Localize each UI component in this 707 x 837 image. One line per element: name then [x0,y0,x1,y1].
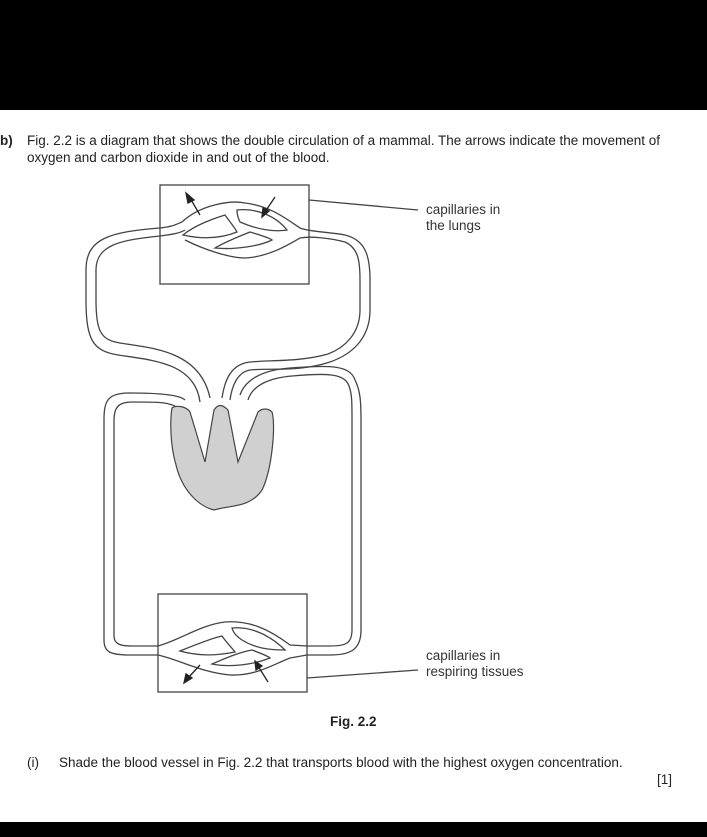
subquestion-number: (i) [27,755,39,770]
label-capillaries-lungs [426,202,500,234]
lungs-label-line [309,200,418,210]
exam-page [0,110,707,822]
label-lungs-line2: the lungs [426,218,481,233]
tissues-box [158,594,307,692]
figure-caption: Fig. 2.2 [330,714,377,729]
label-tissues-line1: capillaries in [426,648,501,663]
marks-badge: [1] [656,772,672,787]
label-capillaries-tissues [426,648,524,680]
question-text: Fig. 2.2 is a diagram that shows the double circulation of a mammal. The arrows indicate the movement of oxygen and carbon dioxide in and out of the blood. [27,133,661,165]
heart [171,406,274,511]
question-part-number: b) [0,133,13,148]
tissues-label-line [307,670,418,678]
label-lungs-line1: capillaries in [426,202,501,217]
label-tissues-line2: respiring tissues [426,664,524,679]
lungs-box [160,185,309,284]
subquestion-text: Shade the blood vessel in Fig. 2.2 that transports blood with the highest oxygen concentration. [59,755,623,770]
